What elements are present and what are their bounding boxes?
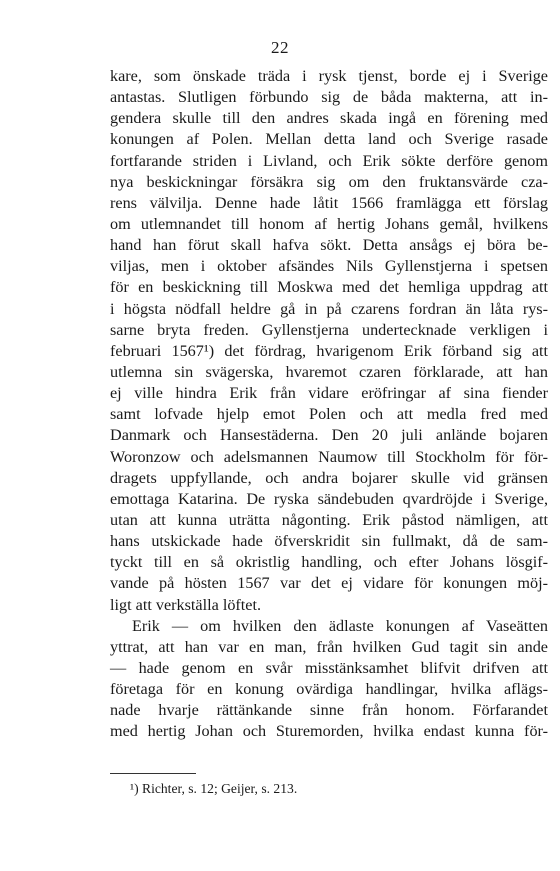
text-line: ej ville hindra Erik från vidare eröfringar af sina fiender bbox=[110, 384, 548, 403]
text-line: yttrat, att han var en man, från hvilken Gud tagit sin ande bbox=[110, 637, 548, 656]
text-line: viljas, men i oktober afsändes Nils Gyllenstjerna i spetsen bbox=[110, 257, 548, 276]
text-line: Erik — om hvilken den ädlaste konungen af Vaseätten bbox=[132, 616, 548, 635]
page-number: 22 bbox=[271, 38, 289, 57]
text-line: med hertig Johan och Sturemorden, hvilka endast kunna för- bbox=[110, 722, 548, 741]
text-line: antastas. Slutligen förbundo sig de båda makterna, att in- bbox=[110, 88, 548, 107]
text-line: konungen af Polen. Mellan detta land och Sverige rasade bbox=[110, 130, 548, 149]
text-line: Woronzow och adelsmannen Naumow till Stockholm för för- bbox=[110, 447, 548, 466]
text-line: i högsta nödfall heldre gå in på czarens fordran än låta rys- bbox=[110, 299, 548, 318]
footnote: ¹) Richter, s. 12; Geijer, s. 213. bbox=[130, 781, 298, 796]
text-line: nade hvarje rättänkande sinne från honom. Förfarandet bbox=[110, 701, 548, 720]
text-line: tyckt till en så okristlig handling, och efter Johans lösgif- bbox=[110, 553, 548, 572]
text-line: dragets uppfyllande, och andra bojarer skulle vid gränsen bbox=[110, 468, 548, 487]
text-line: utan att kunna uträtta någonting. Erik påstod nämligen, att bbox=[110, 510, 548, 529]
text-line: om utlemnandet till honom af hertig Johans gemål, hvilkens bbox=[110, 214, 548, 233]
footnote-rule bbox=[110, 773, 196, 774]
text-line: vande på hösten 1567 var det ej vidare för konungen möj- bbox=[110, 574, 548, 593]
text-line: för en beskickning till Moskwa med det hemliga uppdrag att bbox=[110, 278, 548, 297]
text-line: gendera skulle till den andres skada ingå en förening med bbox=[110, 109, 548, 128]
text-line: februari 1567¹) det fördrag, hvarigenom Erik förband sig att bbox=[110, 341, 548, 360]
text-line: samt lofvade hjelp emot Polen och att medla fred med bbox=[110, 405, 548, 424]
text-line: — hade genom en svår misstänksamhet blifvit drifven att bbox=[110, 658, 548, 677]
text-line: kare, som önskade träda i rysk tjenst, borde ej i Sverige bbox=[110, 67, 548, 85]
text-line: nya beskickningar försäkra sig om den fruktansvärde cza- bbox=[110, 172, 548, 191]
text-line: rens välvilja. Denne hade låtit 1566 framlägga ett förslag bbox=[110, 193, 548, 212]
text-line: Danmark och Hansestäderna. Den 20 juli anlände bojaren bbox=[110, 426, 548, 445]
text-line: hans utskickade hade öfverskridit sin fullmakt, då de sam- bbox=[110, 532, 548, 551]
text-line: sarne bryta freden. Gyllenstjerna undertecknade verkligen i bbox=[110, 320, 548, 339]
text-line: ligt att verkställa löftet. bbox=[110, 595, 262, 614]
text-line: emottaga Katarina. De ryska sändebuden qvardröjde i Sverige, bbox=[110, 489, 548, 508]
text-line: hand han förut skall hafva sökt. Detta ansågs ej böra be- bbox=[110, 236, 548, 255]
text-line: företaga för en konung ovärdiga handlingar, hvilka aflägs- bbox=[110, 680, 548, 699]
text-line: fortfarande striden i Livland, och Erik sökte derföre genom bbox=[110, 151, 548, 170]
body-text bbox=[110, 66, 548, 743]
text-line: utlemna sin svägerska, hvaremot czaren förklarade, att han bbox=[110, 362, 548, 381]
